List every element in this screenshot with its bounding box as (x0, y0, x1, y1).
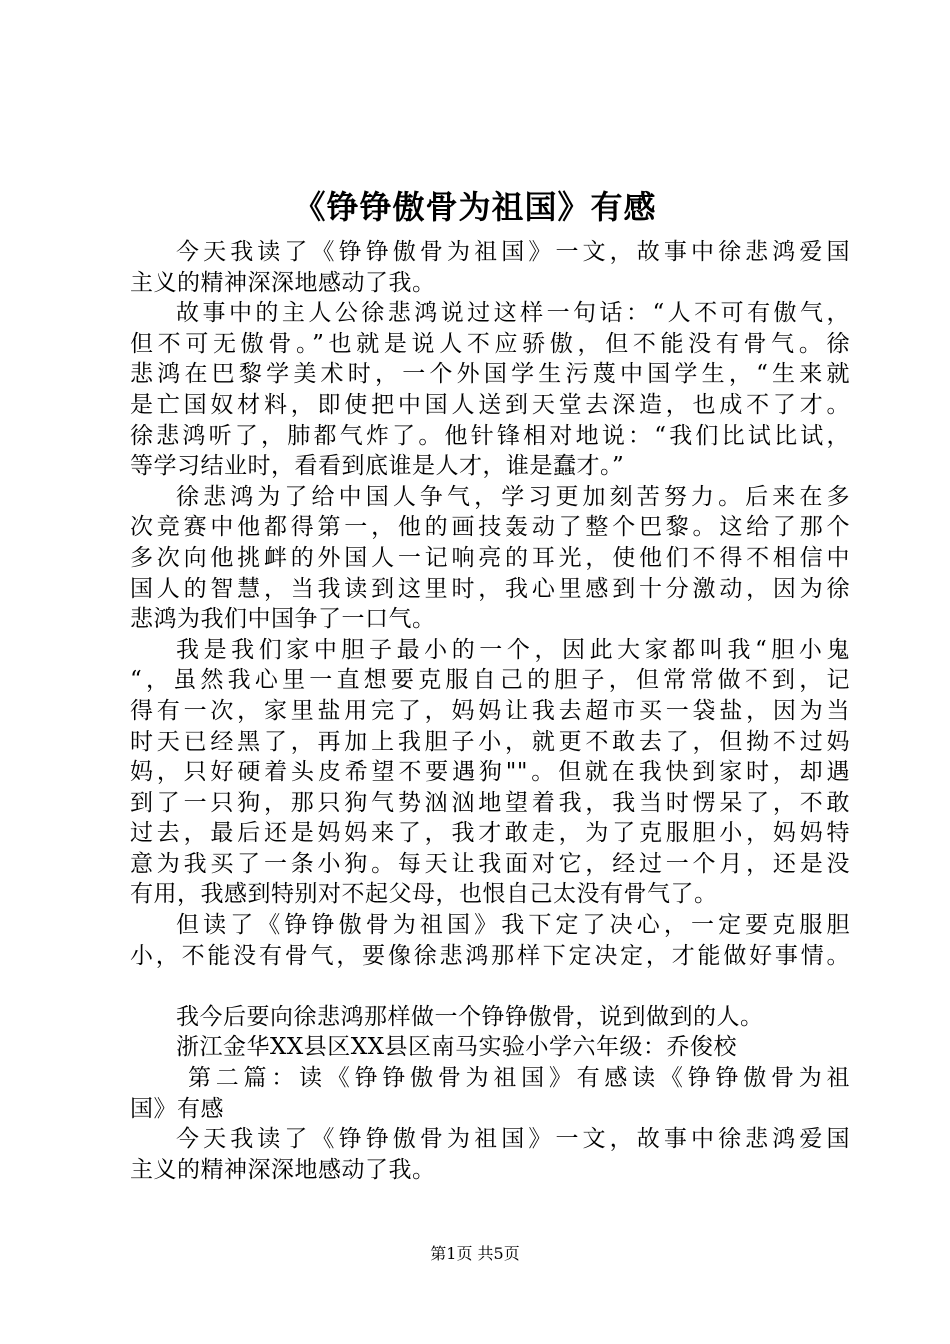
text-line: 妈，只好硬着头皮希望不要遇狗""。但就在我快到家时，却遇 (130, 759, 850, 786)
text-line: 过去，最后还是妈妈来了，我才敢走，为了克服胆小，妈妈特 (130, 820, 850, 847)
text-line: 是亡国奴材料，即使把中国人送到天堂去深造，也成不了才。 (130, 391, 850, 418)
text-line: 意为我买了一条小狗。每天让我面对它，经过一个月，还是没 (130, 850, 850, 877)
text-line: 徐悲鸿听了，肺都气炸了。他针锋相对地说：“我们比试比试， (130, 422, 850, 449)
text-line: 但不可无傲骨。”也就是说人不应骄傲，但不能没有骨气。徐 (130, 330, 850, 357)
text-line: 浙江金华XX县区XX县区南马实验小学六年级：乔俊校 (176, 1034, 737, 1061)
text-line: 多次向他挑衅的外国人一记响亮的耳光，使他们不得不相信中 (130, 544, 850, 571)
document-body (130, 237, 850, 1185)
text-line: 国人的智慧，当我读到这里时，我心里感到十分激动，因为徐 (130, 575, 850, 602)
document-title: 《铮铮傲骨为祖国》有感 (293, 188, 657, 226)
text-line: 时天已经黑了，再加上我胆子小，就更不敢去了，但拗不过妈 (130, 728, 850, 755)
text-line: 次竞赛中他都得第一，他的画技轰动了整个巴黎。这给了那个 (130, 514, 850, 541)
text-line: 今天我读了《铮铮傲骨为祖国》一文，故事中徐悲鸿爱国 (176, 239, 850, 265)
text-line: 我是我们家中胆子最小的一个，因此大家都叫我“胆小鬼 (176, 636, 850, 663)
text-line: 国》有感 (130, 1095, 224, 1122)
text-line: 第二篇：读《铮铮傲骨为祖国》有感读《铮铮傲骨为祖 (188, 1065, 850, 1092)
text-line: 悲鸿在巴黎学美术时，一个外国学生污蔑中国学生，“生来就 (130, 361, 850, 388)
text-line: 小，不能没有骨气，要像徐悲鸿那样下定决定，才能做好事情。 (130, 942, 850, 969)
text-line: 有用，我感到特别对不起父母，也恨自己太没有骨气了。 (130, 881, 718, 908)
text-line: 等学习结业时，看看到底谁是人才，谁是蠢才。” (130, 453, 625, 480)
text-line: 故事中的主人公徐悲鸿说过这样一句话：“人不可有傲气， (176, 300, 850, 327)
page-footer: 第1页 共5页 (430, 1244, 520, 1263)
text-line: 我今后要向徐悲鸿那样做一个铮铮傲骨，说到做到的人。 (176, 1003, 764, 1030)
text-line: 到了一只狗，那只狗气势汹汹地望着我，我当时愣呆了，不敢 (130, 789, 850, 816)
text-line: 主义的精神深深地感动了我。 (130, 269, 436, 296)
text-line: 得有一次，家里盐用完了，妈妈让我去超市买一袋盐，因为当 (130, 697, 850, 724)
blank-line (130, 971, 850, 1002)
text-line: 徐悲鸿为了给中国人争气，学习更加刻苦努力。后来在多 (176, 483, 850, 510)
text-line: 但读了《铮铮傲骨为祖国》我下定了决心，一定要克服胆 (176, 912, 850, 939)
text-line: 悲鸿为我们中国争了一口气。 (130, 606, 436, 633)
text-line: “，虽然我心里一直想要克服自己的胆子，但常常做不到，记 (130, 667, 850, 694)
text-line: 今天我读了《铮铮傲骨为祖国》一文，故事中徐悲鸿爱国 (176, 1126, 850, 1153)
text-line: 主义的精神深深地感动了我。 (130, 1156, 436, 1183)
